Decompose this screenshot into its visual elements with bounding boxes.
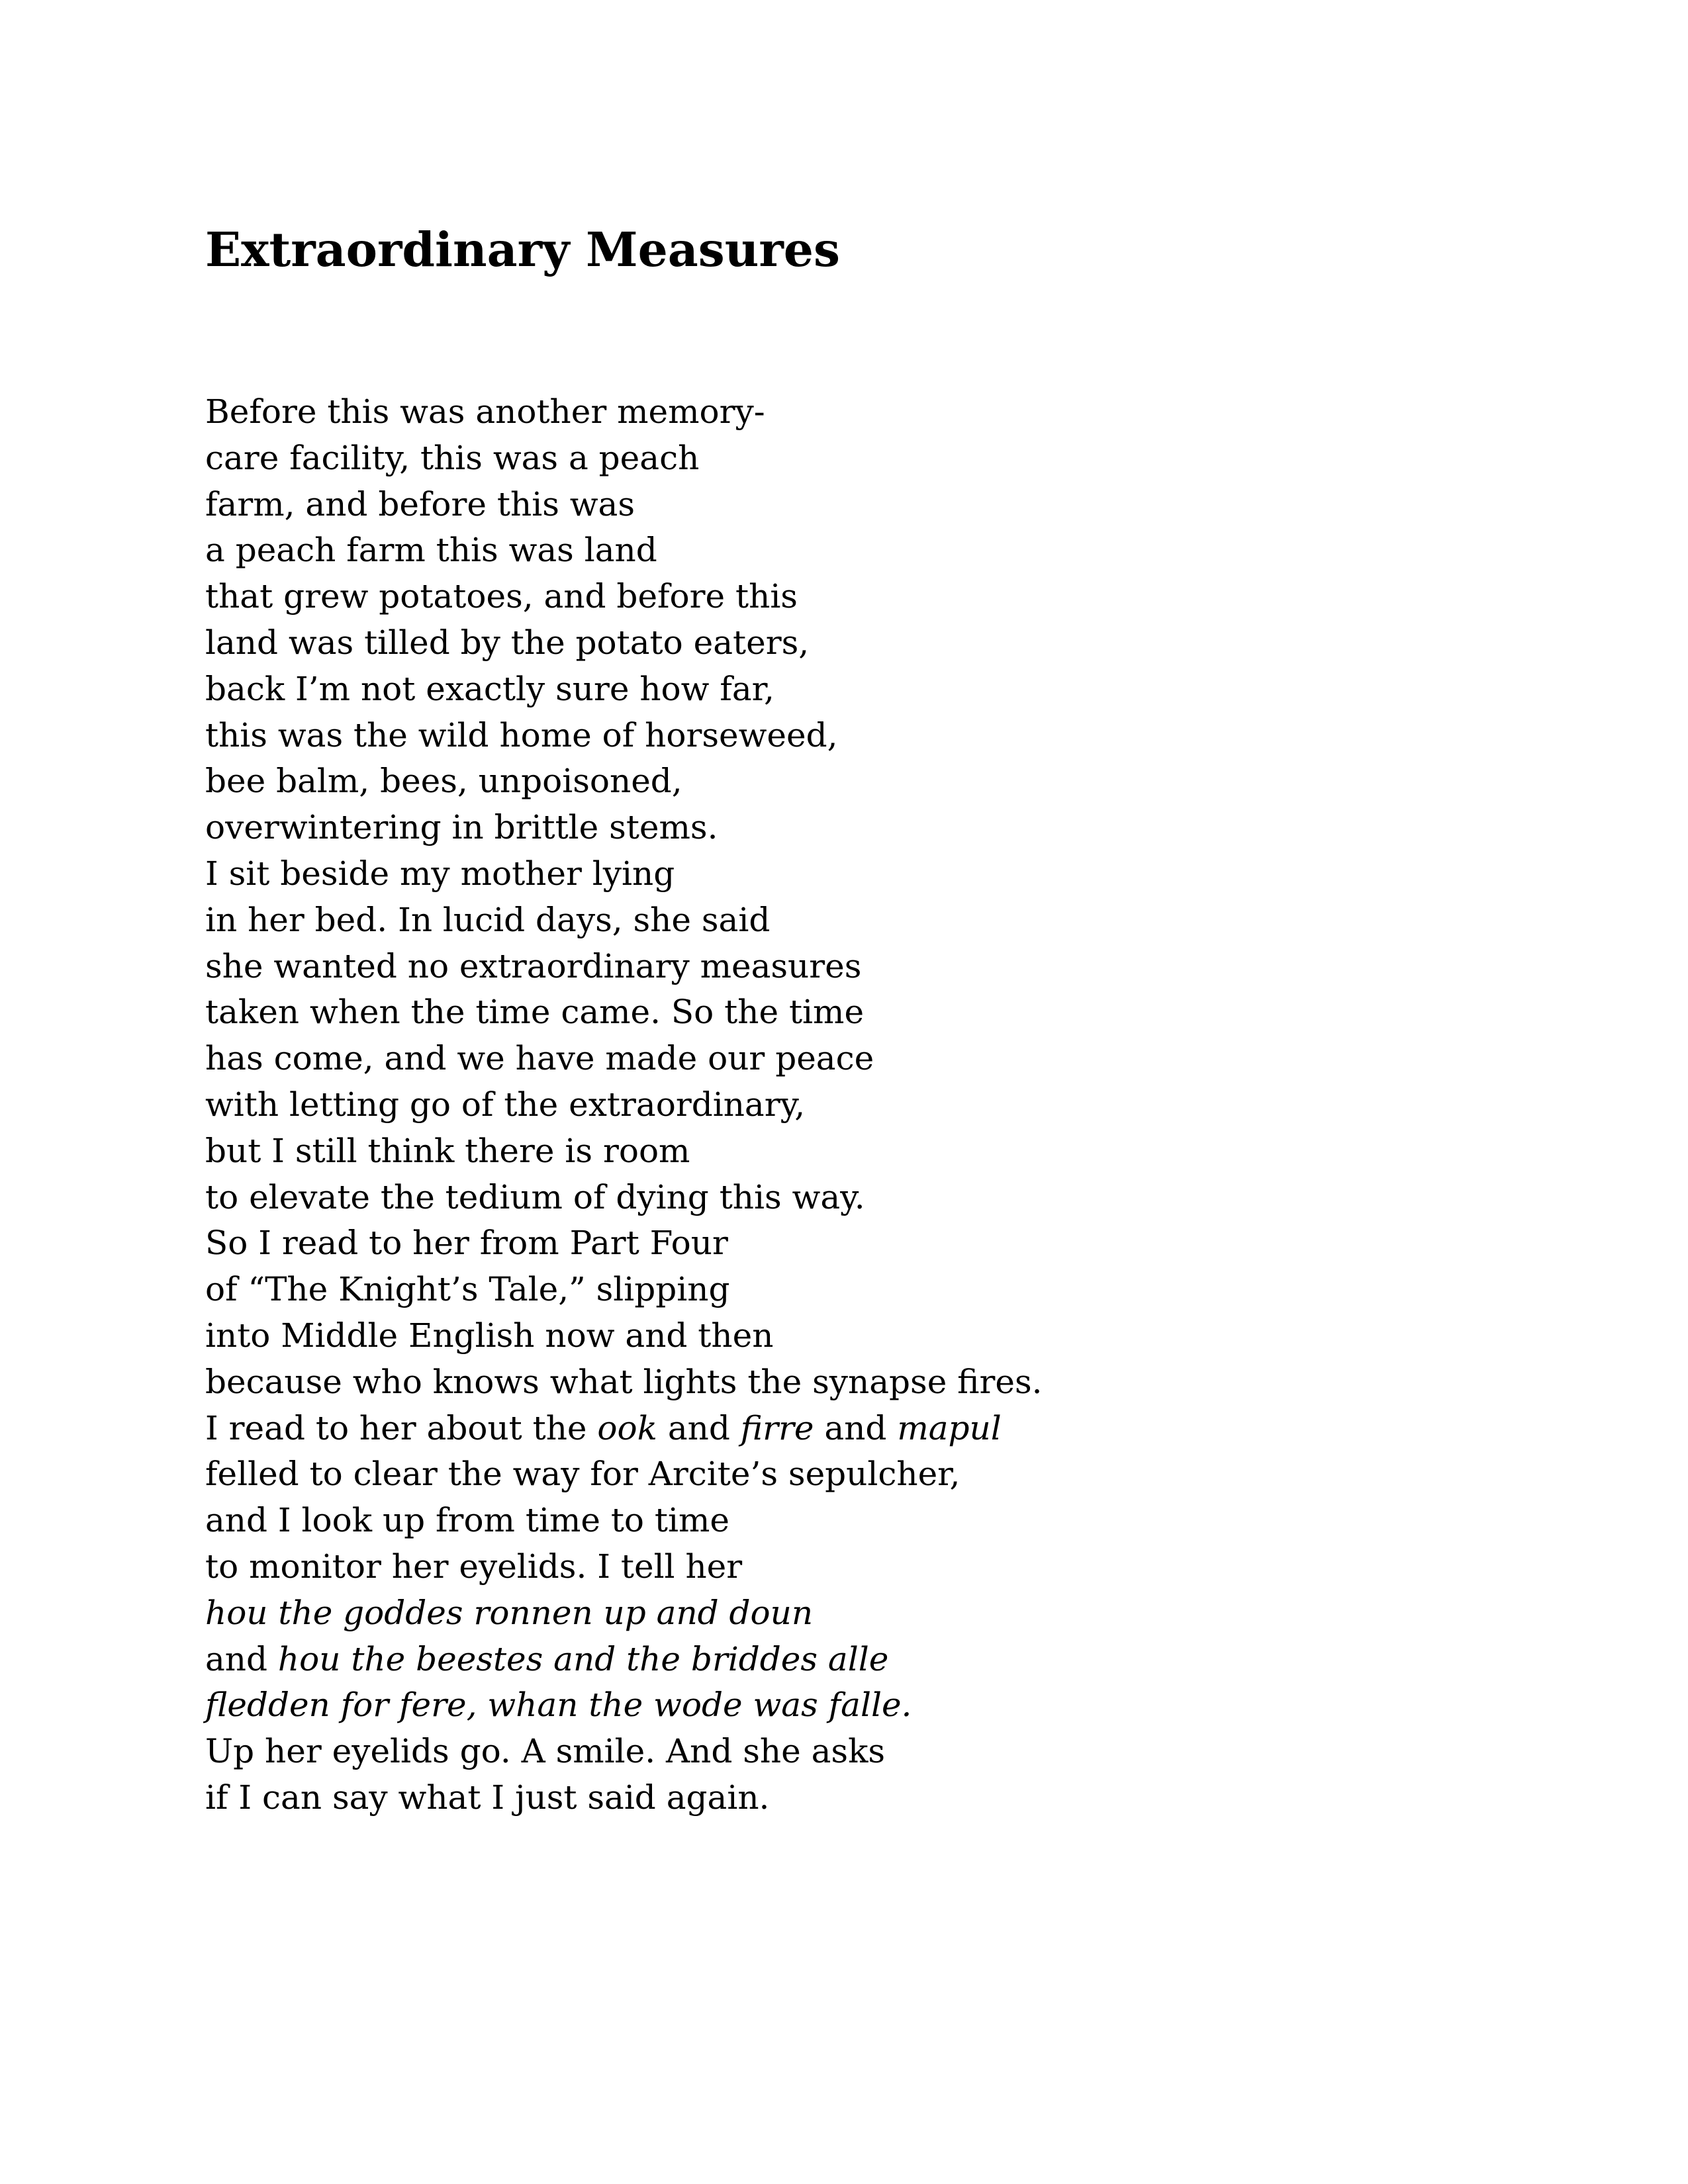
poem-line xyxy=(205,1267,1043,1313)
poem-line xyxy=(205,482,1043,528)
poem-text: that grew potatoes, and before this xyxy=(205,577,798,616)
poem-line xyxy=(205,944,1043,990)
poem-text: to elevate the tedium of dying this way. xyxy=(205,1177,865,1216)
poem-line xyxy=(205,1637,1043,1683)
poem-line xyxy=(205,435,1043,482)
poem-text-italic: ook xyxy=(597,1408,657,1447)
poem-line xyxy=(205,805,1043,851)
poem-text-italic: firre xyxy=(740,1408,814,1447)
poem-text: a peach farm this was land xyxy=(205,531,657,570)
poem-text: taken when the time came. So the time xyxy=(205,993,865,1032)
poem-line xyxy=(205,1451,1043,1498)
poem-text: Before this was another memory- xyxy=(205,392,765,431)
poem-line xyxy=(205,1220,1043,1267)
poem-text: and xyxy=(205,1639,278,1678)
poem-text: with letting go of the extraordinary, xyxy=(205,1085,806,1124)
poem-text: farm, and before this was xyxy=(205,484,635,523)
poem-text: because who knows what lights the synapse fires. xyxy=(205,1362,1043,1401)
poem-text-italic: mapul xyxy=(897,1408,1002,1447)
poem-line xyxy=(205,1036,1043,1082)
poem-line xyxy=(205,758,1043,805)
poem-text: and I look up from time to time xyxy=(205,1501,730,1540)
poem-text: and xyxy=(657,1408,741,1447)
poem-line xyxy=(205,989,1043,1036)
poem-line xyxy=(205,1682,1043,1729)
poem-line xyxy=(205,713,1043,759)
poem-line xyxy=(205,1590,1043,1637)
poem-line xyxy=(205,1082,1043,1128)
poem-text: Up her eyelids go. A smile. And she asks xyxy=(205,1732,886,1771)
poem-text: felled to clear the way for Arcite’s sepulcher, xyxy=(205,1455,961,1494)
poem-text-italic: fledden for fere, whan the wode was falle. xyxy=(205,1686,912,1725)
poem-text: I read to her about the xyxy=(205,1408,598,1447)
poem-text: to monitor her eyelids. I tell her xyxy=(205,1547,743,1586)
poem-line xyxy=(205,1729,1043,1775)
poem-text: care facility, this was a peach xyxy=(205,438,700,477)
poem-body xyxy=(205,389,1043,1821)
poem-text-italic: hou the goddes ronnen up and doun xyxy=(205,1593,814,1632)
poem-line xyxy=(205,389,1043,435)
poem-text: back I’m not exactly sure how far, xyxy=(205,669,774,708)
poem-line xyxy=(205,527,1043,574)
poem-text: So I read to her from Part Four xyxy=(205,1224,728,1263)
poem-text: land was tilled by the potato eaters, xyxy=(205,623,810,662)
poem-line xyxy=(205,1544,1043,1590)
poem-text: into Middle English now and then xyxy=(205,1316,774,1355)
poem-text: this was the wild home of horseweed, xyxy=(205,715,838,754)
poem-text: in her bed. In lucid days, she said xyxy=(205,900,771,939)
poem-line xyxy=(205,1498,1043,1544)
poem-text: if I can say what I just said again. xyxy=(205,1778,770,1817)
poem-line xyxy=(205,1175,1043,1221)
poem-line xyxy=(205,851,1043,897)
poem-line xyxy=(205,1406,1043,1452)
poem-text: I sit beside my mother lying xyxy=(205,854,675,893)
poem-title: Extraordinary Measures xyxy=(205,222,840,277)
poem-text: overwintering in brittle stems. xyxy=(205,808,718,847)
poem-text: but I still think there is room xyxy=(205,1131,690,1170)
poem-line xyxy=(205,1775,1043,1821)
poem-line xyxy=(205,897,1043,944)
poem-line xyxy=(205,620,1043,666)
poem-line xyxy=(205,574,1043,620)
poem-line xyxy=(205,1359,1043,1406)
poem-text: and xyxy=(814,1408,898,1447)
poem-text: has come, and we have made our peace xyxy=(205,1039,874,1078)
poem-line xyxy=(205,1313,1043,1359)
poem-text: of “The Knight’s Tale,” slipping xyxy=(205,1270,730,1309)
poem-line xyxy=(205,1128,1043,1175)
poem-text-italic: hou the beestes and the briddes alle xyxy=(277,1639,889,1678)
poem-text: bee balm, bees, unpoisoned, xyxy=(205,762,682,801)
poem-text: she wanted no extraordinary measures xyxy=(205,946,862,985)
poem-line xyxy=(205,666,1043,713)
